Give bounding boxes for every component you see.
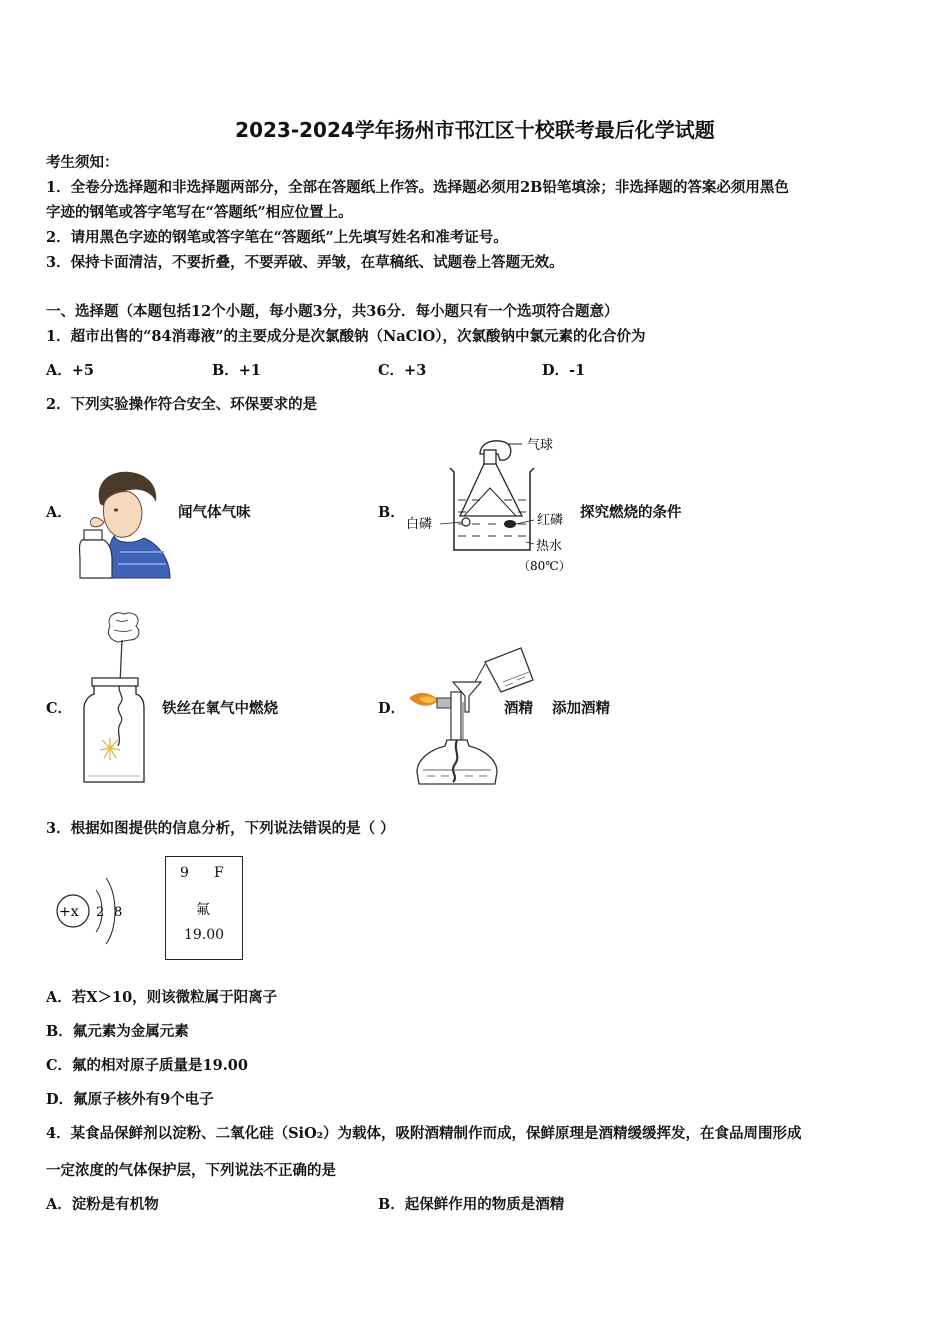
- combustion-experiment-figure: [400, 432, 580, 582]
- atom-structure-diagram: [52, 864, 132, 958]
- nucleus-charge: +x: [59, 904, 79, 920]
- temperature-label: （80℃）: [518, 559, 571, 573]
- notice-item: 2．请用黑色字迹的钢笔或答字笔在“答题纸”上先填写姓名和准考证号。: [46, 229, 508, 246]
- shell-electrons: 8: [114, 905, 123, 920]
- atomic-mass: 19.00: [184, 927, 225, 943]
- white-phosphorus-label: 白磷: [406, 517, 433, 532]
- option-a-caption: 闻气体气味: [178, 504, 251, 521]
- option-a: A．淀粉是有机物: [46, 1196, 159, 1213]
- notice-item: 1．全卷分选择题和非选择题两部分，全部在答题纸上作答。选择题必须用2B铅笔填涂；非选择题的答案必须用黑色: [46, 179, 789, 196]
- option-d: D．-1: [542, 362, 586, 379]
- option-b: B．氟元素为金属元素: [46, 1023, 189, 1040]
- notice-item: 字迹的钢笔或答字笔写在“答题纸”相应位置上。: [46, 204, 353, 221]
- element-name: 氟: [196, 902, 210, 918]
- option-c-caption: 铁丝在氧气中燃烧: [162, 700, 278, 717]
- option-c: C．氟的相对原子质量是19.00: [46, 1057, 248, 1074]
- option-b-letter: B．: [378, 504, 405, 521]
- atomic-number: 9: [180, 865, 189, 881]
- option-b: B．+1: [212, 362, 261, 379]
- smell-gas-figure: [78, 468, 173, 580]
- alcohol-label: 酒精: [504, 700, 533, 717]
- element-symbol: F: [214, 865, 224, 881]
- red-phosphorus-label: 红磷: [537, 513, 564, 528]
- question-stem: 2．下列实验操作符合安全、环保要求的是: [46, 396, 318, 413]
- option-d: D．氟原子核外有9个电子: [46, 1091, 214, 1108]
- option-b: B．起保鲜作用的物质是酒精: [378, 1196, 565, 1213]
- shell-electrons: 2: [96, 905, 105, 920]
- iron-wire-burning-figure: [80, 608, 155, 786]
- periodic-element-card: [165, 856, 243, 960]
- notice-item: 3．保持卡面清洁，不要折叠，不要弄破、弄皱，在草稿纸、试题卷上答题无效。: [46, 254, 564, 271]
- question-stem-continued: 一定浓度的气体保护层，下列说法不正确的是: [46, 1162, 336, 1179]
- option-a: A．+5: [46, 362, 94, 379]
- option-d-caption: 添加酒精: [552, 700, 610, 717]
- question-stem: 4．某食品保鲜剂以淀粉、二氧化硅（SiO₂）为载体，吸附酒精制作而成，保鲜原理是酒精缓缓挥发，在食品周围形成: [46, 1125, 802, 1142]
- page-title: 2023-2024学年扬州市邗江区十校联考最后化学试题: [235, 118, 715, 142]
- option-a-letter: A．: [46, 504, 72, 521]
- question-stem: 3．根据如图提供的信息分析，下列说法错误的是（ ）: [46, 820, 395, 837]
- question-stem: 1．超市出售的“84消毒液”的主要成分是次氯酸钠（NaClO），次氯酸钠中氯元素的化合价为: [46, 328, 646, 345]
- option-c-letter: C．: [46, 700, 73, 717]
- section-heading: 一、选择题（本题包括12个小题，每小题3分，共36分．每小题只有一个选项符合题意）: [46, 303, 619, 320]
- option-b-caption: 探究燃烧的条件: [580, 504, 682, 521]
- hot-water-label: 热水: [536, 539, 563, 554]
- balloon-label: 气球: [527, 438, 554, 453]
- option-d-letter: D．: [378, 700, 406, 717]
- option-c: C．+3: [378, 362, 427, 379]
- notice-heading: 考生须知：: [46, 154, 119, 171]
- option-a: A．若X＞10，则该微粒属于阳离子: [46, 989, 278, 1006]
